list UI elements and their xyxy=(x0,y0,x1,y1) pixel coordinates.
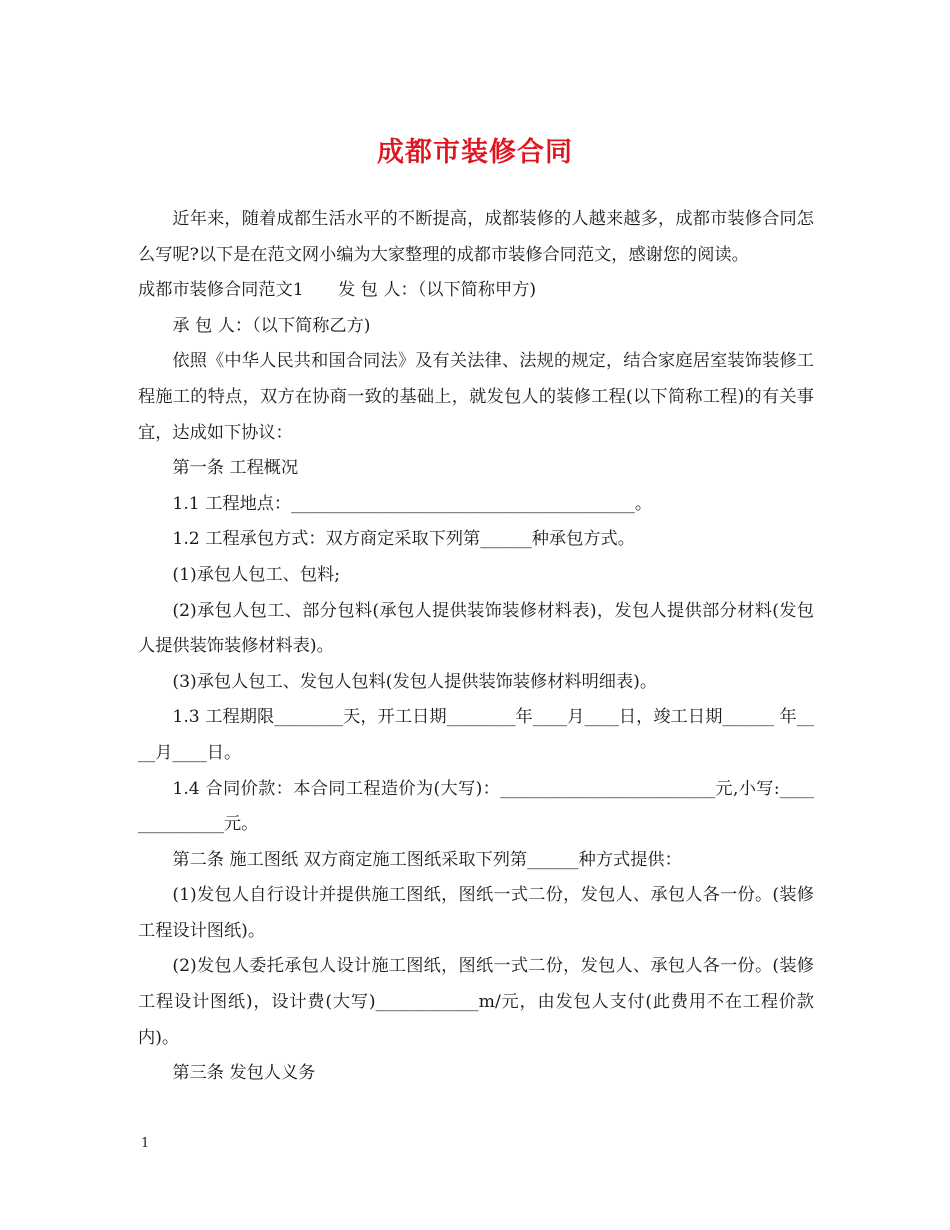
preamble-paragraph: 依照《中华人民共和国合同法》及有关法律、法规的规定，结合家庭居室装饰装修工程施工的特点，双方在协商一致的基础上，就发包人的装修工程(以下简称工程)的有关事宜，达成如下协议： xyxy=(138,351,814,443)
document-body xyxy=(138,202,814,1092)
party-b-line: 承 包 人：（以下简称乙方) xyxy=(172,315,371,336)
intro-paragraph: 近年来，随着成都生活水平的不断提高，成都装修的人越来越多，成都市装修合同怎么写呢?以下是在范文网小编为大家整理的成都市装修合同范文，感谢您的阅读。 xyxy=(138,209,814,265)
clause-1-2: 1.2 工程承包方式：双方商定采取下列第______种承包方式。 xyxy=(172,529,635,550)
article-2-option-1: (1)发包人自行设计并提供施工图纸，图纸一式二份，发包人、承包人各一份。(装修工程设计图纸)。 xyxy=(138,885,814,941)
article-1-heading: 第一条 工程概况 xyxy=(172,458,299,479)
article-2-option-2: (2)发包人委托承包人设计施工图纸，图纸一式二份，发包人、承包人各一份。(装修工程设计图纸)，设计费(大写)____________m/元，由发包人支付(此费用不在工程价款内)。 xyxy=(138,956,814,1048)
party-a-line: 发 包 人：（以下简称甲方) xyxy=(338,280,537,301)
clause-1-4: 1.4 合同价款：本合同工程造价为(大写)：_________________________元,小写:______________元。 xyxy=(138,778,814,835)
clause-1-2-option-3: (3)承包人包工、发包人包料(发包人提供装饰装修材料明细表)。 xyxy=(172,671,658,692)
clause-1-3: 1.3 工程期限________天，开工日期________年____月____日，竣工日期______ 年____月____日。 xyxy=(138,707,814,763)
clause-1-2-option-2: (2)承包人包工、部分包料(承包人提供装饰装修材料表)，发包人提供部分材料(发包人提供装饰装修材料表)。 xyxy=(138,600,814,657)
page-number: 1 xyxy=(141,1136,150,1151)
clause-1-2-option-1: (1)承包人包工、包料; xyxy=(172,564,341,585)
sample-heading: 成都市装修合同范文1 xyxy=(138,280,304,301)
article-2-heading: 第二条 施工图纸 双方商定施工图纸采取下列第______种方式提供： xyxy=(172,849,682,870)
contract-party-line xyxy=(138,273,814,309)
article-3-heading: 第三条 发包人义务 xyxy=(172,1063,316,1084)
document-title: 成都市装修合同 xyxy=(377,137,573,168)
clause-1-1: 1.1 工程地点：________________________________________。 xyxy=(172,493,653,514)
